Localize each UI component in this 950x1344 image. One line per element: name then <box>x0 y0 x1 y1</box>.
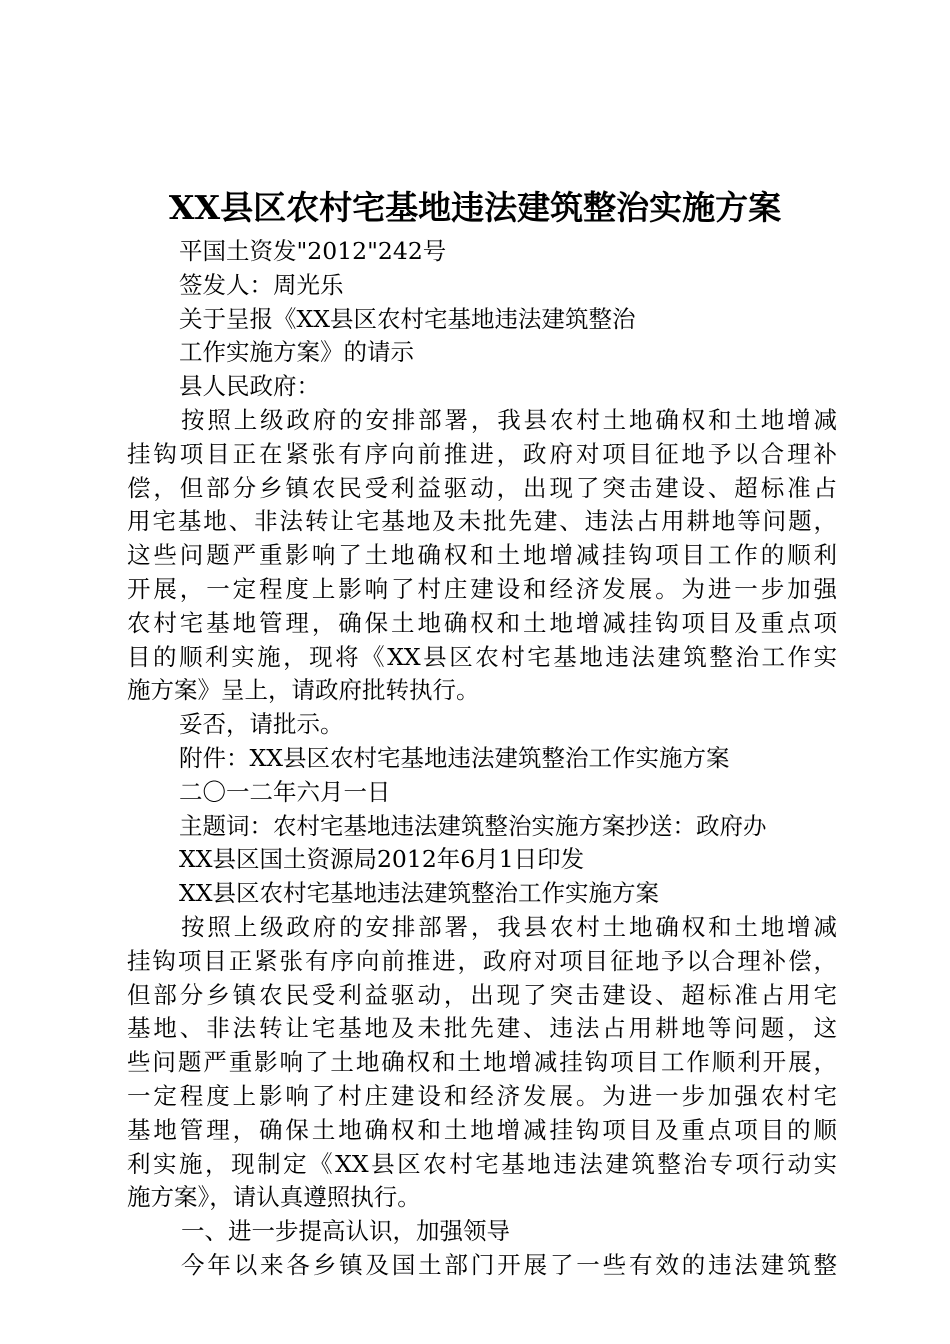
text-line: 一、进一步提高认识，加强领导 <box>181 1217 510 1246</box>
text-line: 签发人：周光乐 <box>179 270 344 299</box>
text-line: 施方案》呈上，请政府批转执行。 <box>127 676 480 705</box>
text-line: 但部分乡镇农民受利益驱动，出现了突击建设、超标准占用宅 <box>127 980 837 1009</box>
document-body <box>127 235 837 1283</box>
text-line: 按照上级政府的安排部署，我县农村土地确权和土地增减 <box>181 405 837 434</box>
text-line: 挂钩项目正在紧张有序向前推进，政府对项目征地予以合理补 <box>127 439 837 468</box>
text-line: 目的顺利实施，现将《XX县区农村宅基地违法建筑整治工作实 <box>127 642 837 671</box>
text-line: 偿，但部分乡镇农民受利益驱动，出现了突击建设、超标准占 <box>127 473 837 502</box>
text-line: 开展，一定程度上影响了村庄建设和经济发展。为进一步加强 <box>127 574 837 603</box>
text-line: 挂钩项目正紧张有序向前推进，政府对项目征地予以合理补偿， <box>127 946 837 975</box>
text-line: 二〇一二年六月一日 <box>179 777 391 806</box>
text-line: 施方案》，请认真遵照执行。 <box>127 1183 421 1212</box>
text-line: 妥否，请批示。 <box>179 710 344 739</box>
text-line: 今年以来各乡镇及国土部门开展了一些有效的违法建筑整 <box>181 1250 837 1279</box>
text-line: 利实施，现制定《XX县区农村宅基地违法建筑整治专项行动实 <box>127 1149 837 1178</box>
document-title: XX县区农村宅基地违法建筑整治实施方案 <box>168 188 782 227</box>
text-line: 主题词：农村宅基地违法建筑整治实施方案抄送：政府办 <box>179 811 767 840</box>
text-line: 这些问题严重影响了土地确权和土地增减挂钩项目工作的顺利 <box>127 541 837 570</box>
text-line: 一定程度上影响了村庄建设和经济发展。为进一步加强农村宅 <box>127 1081 837 1110</box>
text-line: 按照上级政府的安排部署，我县农村土地确权和土地增减 <box>181 912 837 941</box>
text-line: 用宅基地、非法转让宅基地及未批先建、违法占用耕地等问题， <box>127 507 837 536</box>
text-line: 关于呈报《XX县区农村宅基地违法建筑整治 <box>179 304 636 333</box>
text-line: 农村宅基地管理，确保土地确权和土地增减挂钩项目及重点项 <box>127 608 837 637</box>
text-line: 些问题严重影响了土地确权和土地增减挂钩项目工作顺利开展， <box>127 1048 837 1077</box>
text-line: XX县区农村宅基地违法建筑整治工作实施方案 <box>179 879 659 908</box>
text-line: XX县区国土资源局2012年6月1日印发 <box>179 845 585 874</box>
text-line: 附件：XX县区农村宅基地违法建筑整治工作实施方案 <box>179 743 730 772</box>
text-line: 县人民政府： <box>179 372 320 401</box>
text-line: 工作实施方案》的请示 <box>179 338 414 367</box>
text-line: 基地管理，确保土地确权和土地增减挂钩项目及重点项目的顺 <box>127 1115 837 1144</box>
text-line: 基地、非法转让宅基地及未批先建、违法占用耕地等问题，这 <box>127 1014 837 1043</box>
text-line: 平国土资发"2012"242号 <box>179 237 447 265</box>
